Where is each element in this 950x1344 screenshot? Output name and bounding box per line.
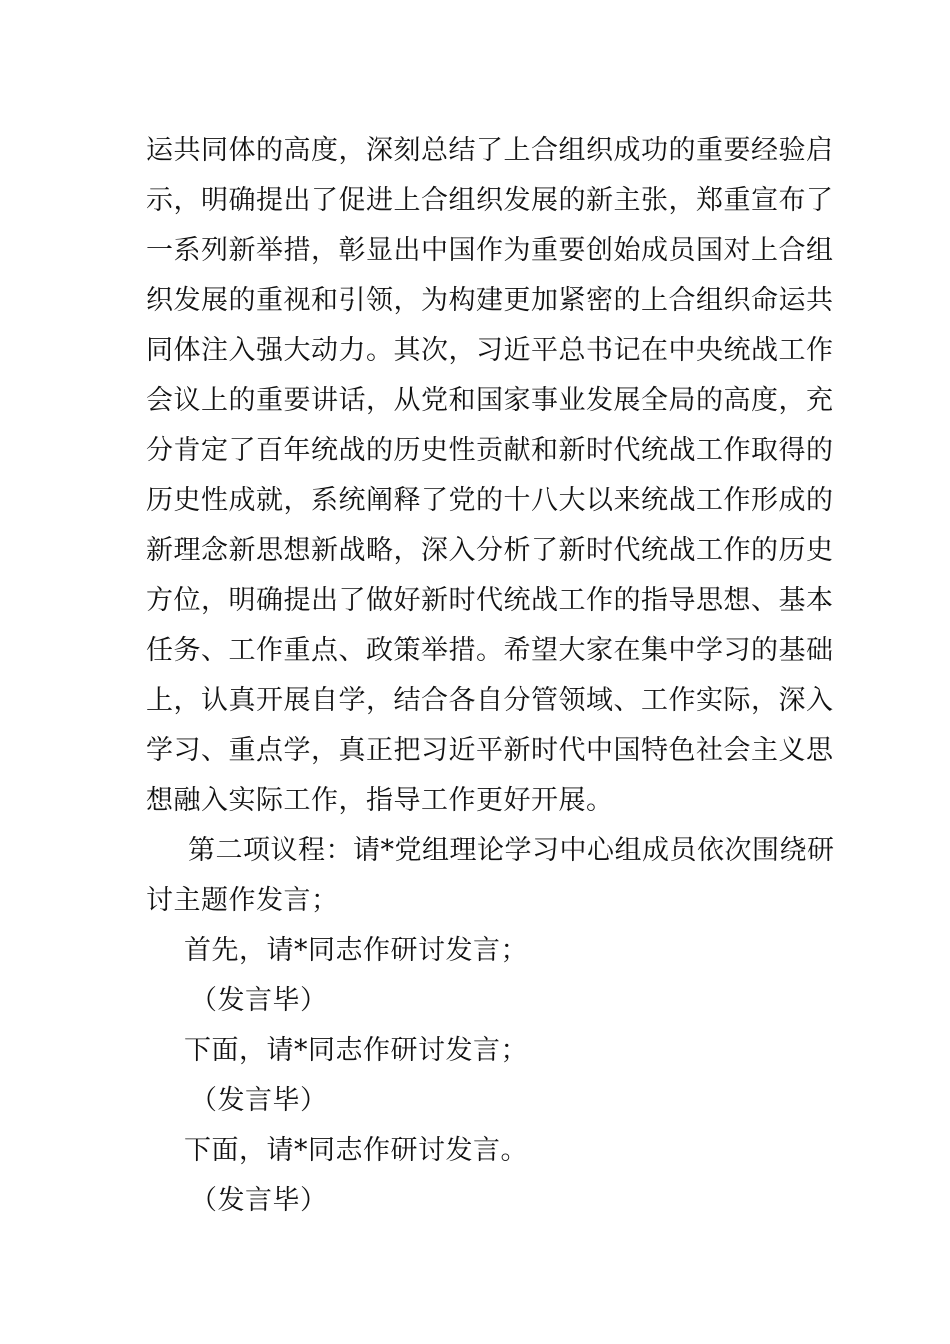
text-line: 织发展的重视和引领，为构建更加紧密的上合组织命运共 (146, 285, 834, 316)
text-line: 任务、工作重点、政策举措。希望大家在集中学习的基础 (146, 635, 834, 666)
text-line: 上，认真开展自学，结合各自分管领域、工作实际，深入 (146, 685, 834, 716)
speaker-2 (146, 1026, 810, 1126)
speaker-intro: 下面，请*同志作研讨发言。 (184, 1135, 528, 1166)
speaker-intro: 首先，请*同志作研讨发言； (184, 935, 528, 966)
text-line: 示，明确提出了促进上合组织发展的新主张，郑重宣布了 (146, 185, 834, 216)
speaker-end-note: （发言毕） (190, 1085, 328, 1116)
agenda-heading: 第二项议程：请*党组理论学习中心组成员依次围绕研 (188, 835, 835, 866)
text-line: 想融入实际工作，指导工作更好开展。 (146, 785, 614, 816)
document-body (146, 126, 835, 1226)
speaker-3 (146, 1126, 810, 1226)
speaker-1 (146, 926, 810, 1026)
speaker-intro: 下面，请*同志作研讨发言； (184, 1035, 528, 1066)
speaker-end-note: （发言毕） (190, 985, 328, 1016)
speaker-end-note: （发言毕） (190, 1185, 328, 1216)
text-line: 会议上的重要讲话，从党和国家事业发展全局的高度，充 (146, 385, 834, 416)
agenda-continuation: 讨主题作发言； (146, 885, 339, 916)
text-line: 分肯定了百年统战的历史性贡献和新时代统战工作取得的 (146, 435, 834, 466)
text-line: 学习、重点学，真正把习近平新时代中国特色社会主义思 (146, 735, 834, 766)
agenda-item-2 (146, 826, 835, 926)
text-line: 方位，明确提出了做好新时代统战工作的指导思想、基本 (146, 585, 834, 616)
text-line: 运共同体的高度，深刻总结了上合组织成功的重要经验启 (146, 135, 834, 166)
paragraph-1 (146, 126, 834, 826)
text-line: 一系列新举措，彰显出中国作为重要创始成员国对上合组 (146, 235, 834, 266)
text-line: 同体注入强大动力。其次，习近平总书记在中央统战工作 (146, 335, 834, 366)
text-line: 历史性成就，系统阐释了党的十八大以来统战工作形成的 (146, 485, 834, 516)
text-line: 新理念新思想新战略，深入分析了新时代统战工作的历史 (146, 535, 834, 566)
